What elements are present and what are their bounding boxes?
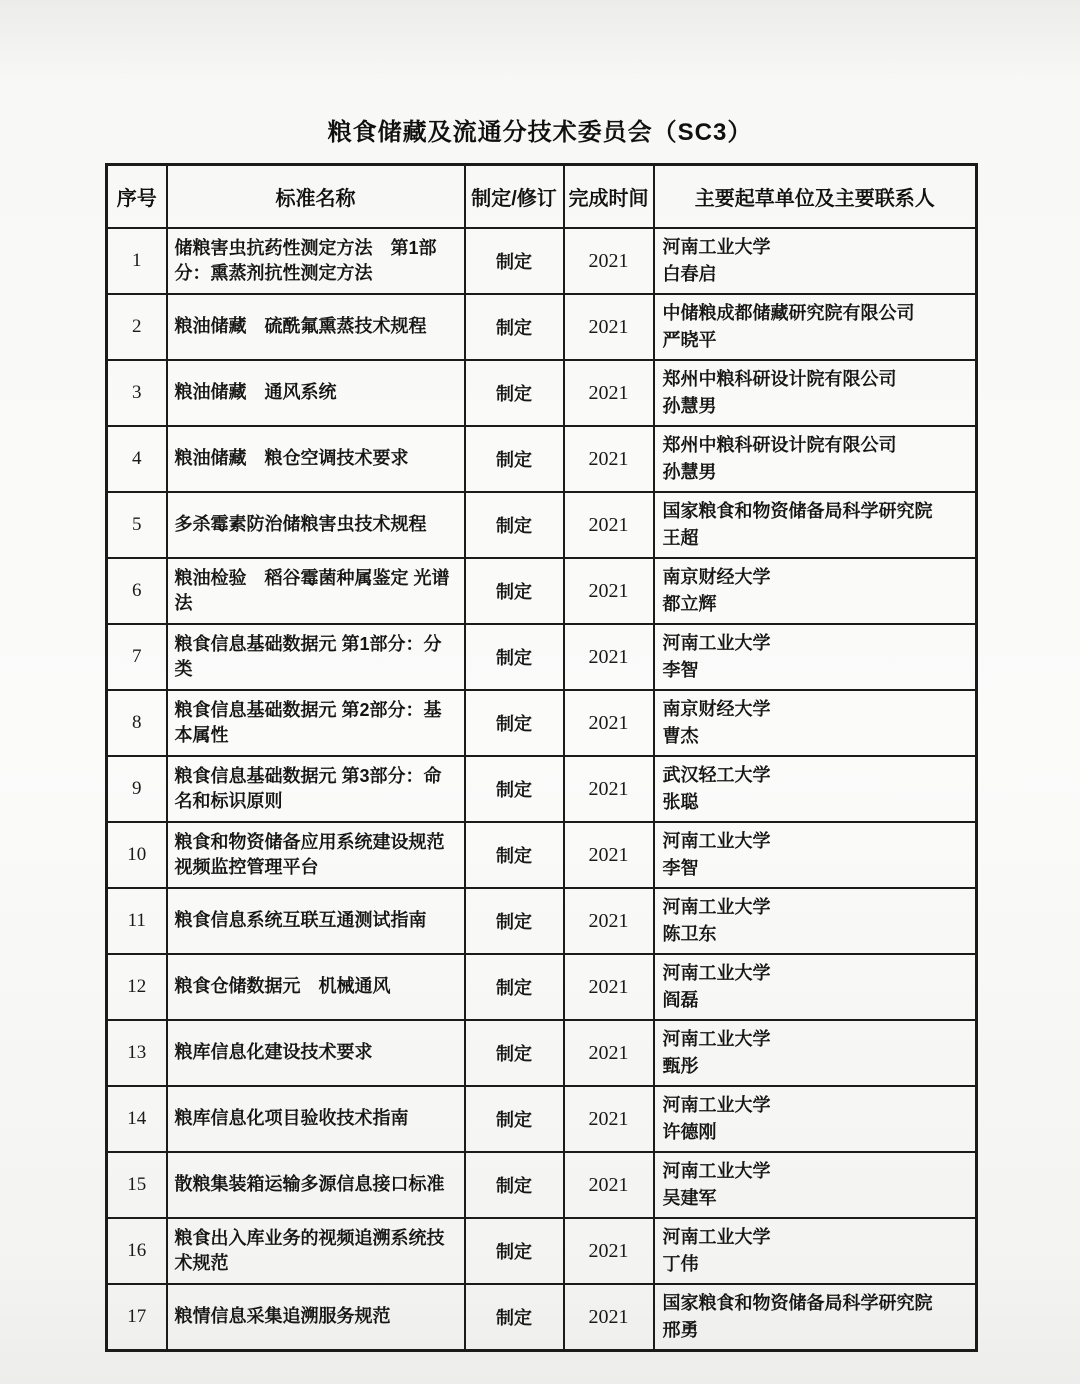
cell-type: 制定	[465, 1020, 564, 1086]
cell-drafter	[654, 1020, 977, 1086]
cell-no: 17	[107, 1284, 167, 1351]
cell-year: 2021	[564, 1284, 654, 1351]
contact-name: 都立辉	[662, 594, 717, 614]
org-name: 国家粮食和物资储备局科学研究院	[662, 501, 933, 521]
cell-drafter	[654, 1152, 977, 1218]
org-name: 南京财经大学	[662, 699, 771, 719]
cell-drafter	[654, 954, 977, 1020]
cell-type: 制定	[465, 888, 564, 954]
cell-drafter	[654, 756, 977, 822]
cell-no: 7	[107, 624, 167, 690]
cell-type: 制定	[465, 492, 564, 558]
cell-year: 2021	[564, 954, 654, 1020]
contact-name: 张聪	[662, 792, 699, 812]
col-header-type: 制定/修订	[465, 165, 564, 229]
cell-type: 制定	[465, 228, 564, 294]
cell-no: 13	[107, 1020, 167, 1086]
cell-type: 制定	[465, 954, 564, 1020]
cell-drafter	[654, 690, 977, 756]
table-row	[107, 1152, 977, 1218]
cell-type: 制定	[465, 1284, 564, 1351]
cell-no: 8	[107, 690, 167, 756]
cell-type: 制定	[465, 426, 564, 492]
table-row	[107, 360, 977, 426]
table-row	[107, 954, 977, 1020]
contact-name: 孙慧男	[662, 396, 717, 416]
cell-drafter	[654, 294, 977, 360]
table-body	[107, 228, 977, 1351]
cell-standard-name: 粮食和物资储备应用系统建设规范 视频监控管理平台	[167, 822, 465, 888]
cell-no: 12	[107, 954, 167, 1020]
cell-drafter	[654, 360, 977, 426]
cell-standard-name: 粮库信息化建设技术要求	[167, 1020, 465, 1086]
cell-drafter	[654, 1218, 977, 1284]
contact-name: 王超	[662, 528, 699, 548]
cell-standard-name: 粮食出入库业务的视频追溯系统技术规范	[167, 1218, 465, 1284]
cell-no: 3	[107, 360, 167, 426]
cell-year: 2021	[564, 1086, 654, 1152]
cell-no: 15	[107, 1152, 167, 1218]
org-name: 河南工业大学	[662, 1029, 771, 1049]
cell-no: 5	[107, 492, 167, 558]
table-row	[107, 690, 977, 756]
org-name: 河南工业大学	[662, 237, 771, 257]
cell-year: 2021	[564, 228, 654, 294]
contact-name: 甄彤	[662, 1056, 699, 1076]
table-row	[107, 294, 977, 360]
cell-standard-name: 粮食信息系统互联互通测试指南	[167, 888, 465, 954]
contact-name: 严晓平	[662, 330, 717, 350]
cell-standard-name: 多杀霉素防治储粮害虫技术规程	[167, 492, 465, 558]
cell-no: 16	[107, 1218, 167, 1284]
cell-type: 制定	[465, 756, 564, 822]
table-row	[107, 1284, 977, 1351]
cell-no: 10	[107, 822, 167, 888]
org-name: 中储粮成都储藏研究院有限公司	[662, 303, 915, 323]
cell-type: 制定	[465, 1152, 564, 1218]
org-name: 河南工业大学	[662, 831, 771, 851]
org-name: 河南工业大学	[662, 633, 771, 653]
table-row	[107, 558, 977, 624]
table-row	[107, 492, 977, 558]
cell-type: 制定	[465, 822, 564, 888]
cell-standard-name: 粮食仓储数据元 机械通风	[167, 954, 465, 1020]
org-name: 郑州中粮科研设计院有限公司	[662, 369, 897, 389]
org-name: 武汉轻工大学	[662, 765, 771, 785]
org-name: 河南工业大学	[662, 1095, 771, 1115]
contact-name: 阎磊	[662, 990, 699, 1010]
org-name: 河南工业大学	[662, 963, 771, 983]
org-name: 河南工业大学	[662, 1161, 771, 1181]
header-row	[107, 165, 977, 229]
cell-year: 2021	[564, 1218, 654, 1284]
cell-year: 2021	[564, 690, 654, 756]
cell-standard-name: 粮食信息基础数据元 第3部分：命名和标识原则	[167, 756, 465, 822]
org-name: 南京财经大学	[662, 567, 771, 587]
cell-type: 制定	[465, 1086, 564, 1152]
cell-drafter	[654, 624, 977, 690]
cell-drafter	[654, 558, 977, 624]
cell-year: 2021	[564, 822, 654, 888]
table-row	[107, 756, 977, 822]
table-row	[107, 1020, 977, 1086]
contact-name: 吴建军	[662, 1188, 717, 1208]
cell-type: 制定	[465, 558, 564, 624]
cell-drafter	[654, 492, 977, 558]
cell-no: 9	[107, 756, 167, 822]
contact-name: 许德刚	[662, 1122, 717, 1142]
cell-drafter	[654, 888, 977, 954]
cell-standard-name: 粮油储藏 通风系统	[167, 360, 465, 426]
table-row	[107, 1218, 977, 1284]
org-name: 国家粮食和物资储备局科学研究院	[662, 1293, 933, 1313]
cell-no: 6	[107, 558, 167, 624]
table-row	[107, 888, 977, 954]
contact-name: 丁伟	[662, 1254, 699, 1274]
cell-year: 2021	[564, 426, 654, 492]
cell-drafter	[654, 228, 977, 294]
cell-standard-name: 粮油检验 稻谷霉菌种属鉴定 光谱法	[167, 558, 465, 624]
cell-type: 制定	[465, 360, 564, 426]
cell-standard-name: 粮油储藏 硫酰氟熏蒸技术规程	[167, 294, 465, 360]
table-row	[107, 822, 977, 888]
cell-standard-name: 散粮集装箱运输多源信息接口标准	[167, 1152, 465, 1218]
cell-year: 2021	[564, 1152, 654, 1218]
cell-standard-name: 粮油储藏 粮仓空调技术要求	[167, 426, 465, 492]
contact-name: 李智	[662, 858, 699, 878]
standards-table	[105, 163, 978, 1352]
cell-type: 制定	[465, 624, 564, 690]
cell-drafter	[654, 822, 977, 888]
cell-type: 制定	[465, 690, 564, 756]
table-row	[107, 1086, 977, 1152]
col-header-year: 完成时间	[564, 165, 654, 229]
contact-name: 曹杰	[662, 726, 699, 746]
col-header-no: 序号	[107, 165, 167, 229]
cell-drafter	[654, 1284, 977, 1351]
cell-year: 2021	[564, 360, 654, 426]
table-row	[107, 426, 977, 492]
cell-no: 14	[107, 1086, 167, 1152]
contact-name: 李智	[662, 660, 699, 680]
table-row	[107, 228, 977, 294]
cell-year: 2021	[564, 558, 654, 624]
cell-year: 2021	[564, 1020, 654, 1086]
cell-standard-name: 粮食信息基础数据元 第2部分：基本属性	[167, 690, 465, 756]
contact-name: 白春启	[662, 264, 717, 284]
cell-type: 制定	[465, 294, 564, 360]
cell-year: 2021	[564, 756, 654, 822]
cell-no: 4	[107, 426, 167, 492]
page-title: 粮食储藏及流通分技术委员会（SC3）	[327, 119, 753, 146]
cell-drafter	[654, 426, 977, 492]
contact-name: 孙慧男	[662, 462, 717, 482]
cell-standard-name: 粮食信息基础数据元 第1部分：分类	[167, 624, 465, 690]
cell-drafter	[654, 1086, 977, 1152]
cell-standard-name: 储粮害虫抗药性测定方法 第1部分：熏蒸剂抗性测定方法	[167, 228, 465, 294]
cell-year: 2021	[564, 888, 654, 954]
cell-no: 2	[107, 294, 167, 360]
cell-no: 11	[107, 888, 167, 954]
col-header-name: 标准名称	[167, 165, 465, 229]
table-row	[107, 624, 977, 690]
col-header-drafter: 主要起草单位及主要联系人	[654, 165, 977, 229]
cell-type: 制定	[465, 1218, 564, 1284]
cell-year: 2021	[564, 294, 654, 360]
contact-name: 陈卫东	[662, 924, 717, 944]
org-name: 郑州中粮科研设计院有限公司	[662, 435, 897, 455]
cell-standard-name: 粮情信息采集追溯服务规范	[167, 1284, 465, 1351]
org-name: 河南工业大学	[662, 1227, 771, 1247]
cell-year: 2021	[564, 624, 654, 690]
contact-name: 邢勇	[662, 1320, 699, 1340]
cell-no: 1	[107, 228, 167, 294]
org-name: 河南工业大学	[662, 897, 771, 917]
cell-year: 2021	[564, 492, 654, 558]
cell-standard-name: 粮库信息化项目验收技术指南	[167, 1086, 465, 1152]
